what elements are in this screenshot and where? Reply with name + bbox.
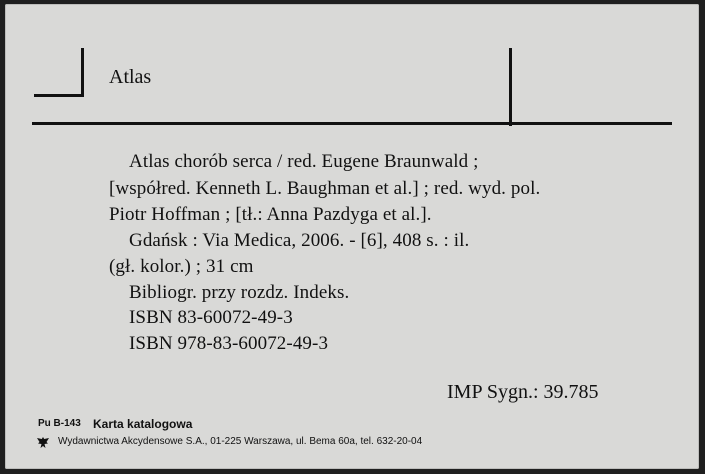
- call-number: IMP Sygn.: 39.785: [447, 381, 599, 403]
- eagle-emblem-icon: [36, 436, 50, 449]
- corner-mark-base: [34, 94, 84, 97]
- entry-line: ISBN 978-83-60072-49-3: [129, 333, 329, 354]
- entry-line: ISBN 83-60072-49-3: [129, 307, 293, 328]
- entry-line: Bibliogr. przy rozdz. Indeks.: [129, 282, 350, 303]
- entry-line: Piotr Hoffman ; [tł.: Anna Pazdyga et al.].: [109, 204, 432, 225]
- card-heading: Atlas: [109, 66, 152, 88]
- corner-mark: [81, 48, 84, 97]
- entry-line: [współred. Kenneth L. Baughman et al.] ; red. wyd. pol.: [109, 178, 541, 199]
- vertical-divider: [509, 48, 512, 126]
- entry-line: (gł. kolor.) ; 31 cm: [109, 256, 254, 277]
- entry-line: Gdańsk : Via Medica, 2006. - [6], 408 s. : il.: [129, 230, 470, 251]
- horizontal-divider: [32, 122, 672, 125]
- form-code: Pu B-143: [38, 418, 81, 429]
- publisher-line: Wydawnictwa Akcydensowe S.A., 01-225 Warszawa, ul. Bema 60a, tel. 632-20-04: [58, 436, 423, 447]
- catalog-card: [5, 4, 699, 469]
- form-title: Karta katalogowa: [93, 417, 193, 431]
- entry-line: Atlas chorób serca / red. Eugene Braunwald ;: [129, 151, 479, 172]
